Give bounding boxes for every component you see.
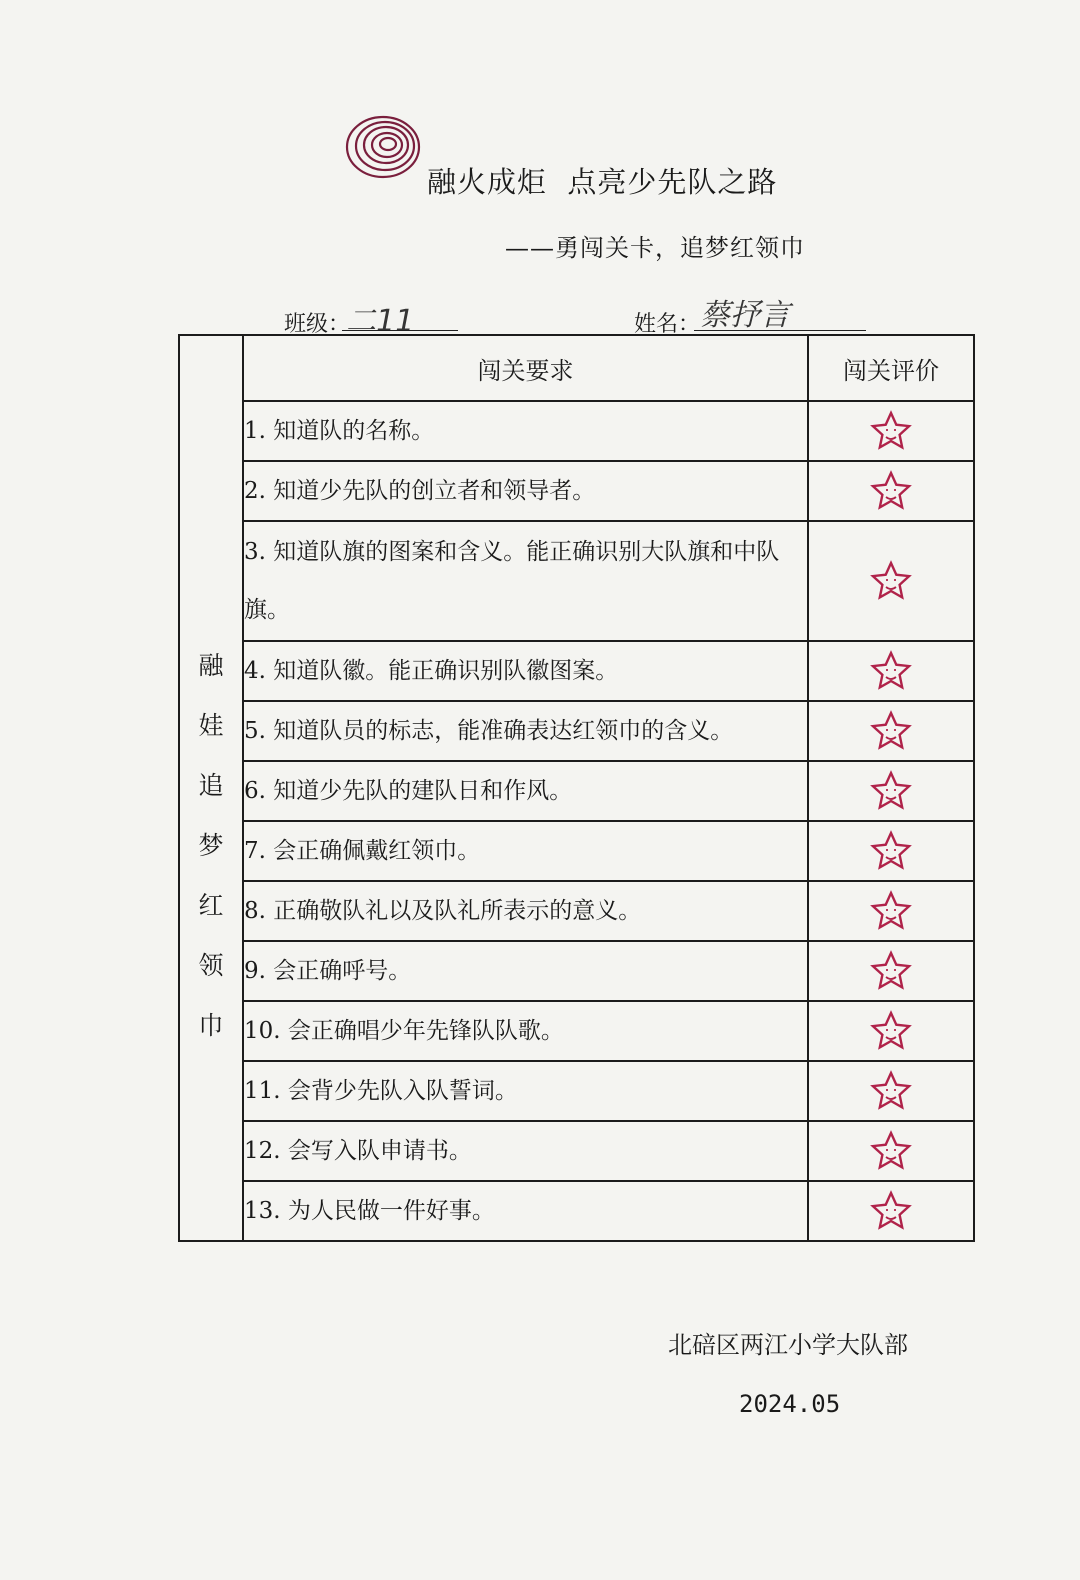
requirement-cell: 8. 正确敬队礼以及队礼所表示的意义。 [243,881,808,941]
evaluation-cell [808,1001,974,1061]
name-underline [694,330,866,331]
evaluation-cell [808,401,974,461]
side-title-char: 梦 [198,831,224,860]
evaluation-cell [808,461,974,521]
side-title-char: 娃 [198,711,224,740]
table-row [179,641,974,701]
evaluation-cell [808,1181,974,1241]
table-row [179,1061,974,1121]
table-row [179,821,974,881]
spiral-logo-icon [344,112,422,182]
star-stamp-icon [868,1188,914,1234]
side-title-char: 融 [198,651,224,680]
footer-date: 2024.05 [739,1390,841,1418]
requirement-cell: 5. 知道队员的标志，能准确表达红领巾的含义。 [243,701,808,761]
table-row [179,461,974,521]
star-stamp-icon [868,558,914,604]
evaluation-cell [808,881,974,941]
star-stamp-icon [868,948,914,994]
table-row [179,941,974,1001]
side-title-char: 巾 [198,1011,224,1040]
requirement-cell: 4. 知道队徽。能正确识别队徽图案。 [243,641,808,701]
table-row [179,401,974,461]
requirement-cell: 10. 会正确唱少年先锋队队歌。 [243,1001,808,1061]
star-stamp-icon [868,1068,914,1114]
evaluation-cell [808,761,974,821]
star-stamp-icon [868,468,914,514]
star-stamp-icon [868,828,914,874]
evaluation-cell [808,641,974,701]
evaluation-cell [808,821,974,881]
star-stamp-icon [868,768,914,814]
requirement-cell: 9. 会正确呼号。 [243,941,808,1001]
evaluation-cell [808,1061,974,1121]
table-row [179,1181,974,1241]
name-value: 蔡抒言 [700,298,790,333]
star-stamp-icon [868,708,914,754]
star-stamp-icon [868,408,914,454]
side-title-char: 红 [198,891,224,920]
requirement-cell: 11. 会背少先队入队誓词。 [243,1061,808,1121]
requirement-cell: 6. 知道少先队的建队日和作风。 [243,761,808,821]
name-label: 姓名： [634,312,701,337]
evaluation-cell [808,941,974,1001]
header-evaluation: 闯关评价 [808,335,974,401]
table-row [179,881,974,941]
page-subtitle: ——勇闯关卡，追梦红领巾 [505,234,805,262]
evaluation-cell [808,521,974,641]
table-row [179,1001,974,1061]
table-row [179,701,974,761]
table-header-row [179,335,974,401]
requirement-cell: 3. 知道队旗的图案和含义。能正确识别大队旗和中队旗。 [243,521,808,641]
requirement-cell: 7. 会正确佩戴红领巾。 [243,821,808,881]
star-stamp-icon [868,888,914,934]
class-label: 班级： [284,312,351,337]
requirement-cell: 1. 知道队的名称。 [243,401,808,461]
footer-organization: 北碚区两江小学大队部 [668,1331,908,1359]
class-underline [342,330,458,331]
requirement-cell: 13. 为人民做一件好事。 [243,1181,808,1241]
page-title: 融火成炬 点亮少先队之路 [427,165,778,199]
challenge-table-body [179,335,974,1241]
table-row [179,1121,974,1181]
evaluation-cell [808,1121,974,1181]
side-title [179,335,243,1241]
challenge-table [178,334,975,1242]
table-row [179,521,974,641]
header-requirement: 闯关要求 [243,335,808,401]
table-row [179,761,974,821]
side-title-char: 追 [198,771,224,800]
evaluation-cell [808,701,974,761]
side-title-char: 领 [198,951,224,980]
requirement-cell: 2. 知道少先队的创立者和领导者。 [243,461,808,521]
class-value: 二11 [346,304,415,339]
requirement-cell: 12. 会写入队申请书。 [243,1121,808,1181]
star-stamp-icon [868,648,914,694]
star-stamp-icon [868,1128,914,1174]
star-stamp-icon [868,1008,914,1054]
